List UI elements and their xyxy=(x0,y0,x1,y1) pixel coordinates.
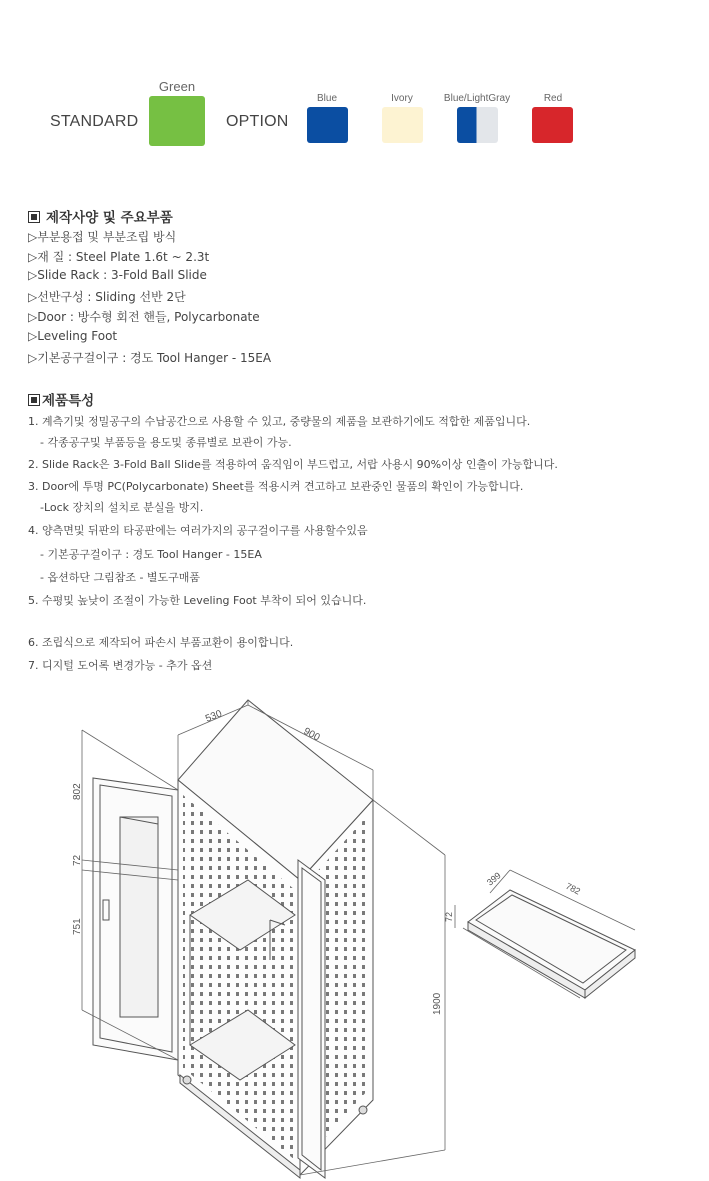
dim-height-label: 1900 xyxy=(432,992,443,1015)
spec-line: ▷Door : 방수형 회전 핸들, Polycarbonate xyxy=(28,310,260,324)
option-color-name-ivory: Ivory xyxy=(391,93,413,104)
specs-title: 제작사양 및 주요부품 xyxy=(28,206,173,226)
dim-door-lower-label: 751 xyxy=(72,918,83,935)
blue-lightgray-swatch[interactable] xyxy=(457,107,498,143)
square-bullet-icon xyxy=(28,211,40,223)
feature-line: 7. 디지털 도어록 변경가능 - 추가 옵션 xyxy=(28,659,213,672)
standard-color-name: Green xyxy=(158,79,196,94)
square-bullet-icon xyxy=(28,394,40,406)
feature-line: - 옵션하단 그림참조 - 별도구매품 xyxy=(40,571,201,584)
standard-label: STANDARD xyxy=(50,113,139,130)
dim-depth-label: 530 xyxy=(204,708,224,725)
ivory-swatch[interactable] xyxy=(382,107,423,143)
spec-line: ▷재 질 : Steel Plate 1.6t ~ 2.3t xyxy=(28,250,210,264)
shelf-depth-label: 399 xyxy=(484,870,503,888)
right-door xyxy=(298,860,325,1178)
cabinet-technical-drawing xyxy=(0,680,709,1181)
option-color-name-blue: Blue xyxy=(316,93,337,104)
spec-line: ▷Leveling Foot xyxy=(28,329,118,343)
left-door xyxy=(93,778,178,1060)
cabinet-body xyxy=(178,700,373,1178)
feature-line: - 각종공구및 부품등을 용도및 종류별로 보관이 가능. xyxy=(40,436,292,449)
dim-door-upper-label: 802 xyxy=(72,783,83,800)
option-color-name-blue-lightgray: Blue/LightGray xyxy=(443,93,511,104)
spec-line: ▷기본공구걸이구 : 경도 Tool Hanger - 15EA xyxy=(28,351,272,365)
feature-line: 3. Door에 투명 PC(Polycarbonate) Sheet를 적용시켜 견고하고 보관중인 물품의 확인이 가능합니다. xyxy=(28,480,524,493)
spec-line: ▷Slide Rack : 3-Fold Ball Slide xyxy=(28,268,207,282)
feature-line: 2. Slide Rack은 3-Fold Ball Slide를 적용하여 움직임이 부드럽고, 서랍 사용시 90%이상 인출이 가능합니다. xyxy=(28,458,558,471)
feature-line: 4. 양측면및 뒤판의 타공판에는 여러가지의 공구걸이구를 사용할수있음 xyxy=(28,524,368,537)
features-title: 제품특성 xyxy=(28,389,94,409)
option-color-name-red: Red xyxy=(543,93,563,104)
red-swatch[interactable] xyxy=(532,107,573,143)
spec-line: ▷선반구성 : Sliding 선반 2단 xyxy=(28,290,186,304)
feature-line: 5. 수평및 높낮이 조절이 가능한 Leveling Foot 부착이 되어 있습니다. xyxy=(28,594,367,607)
feature-line: -Lock 장치의 설치로 분실을 방지. xyxy=(40,501,204,514)
blue-swatch[interactable] xyxy=(307,107,348,143)
feature-line: - 기본공구걸이구 : 경도 Tool Hanger - 15EA xyxy=(40,548,262,561)
spec-line: ▷부분용접 및 부분조립 방식 xyxy=(28,230,177,244)
dim-door-gap-label: 72 xyxy=(72,854,83,866)
feature-line: 1. 계측기및 정밀공구의 수납공간으로 사용할 수 있고, 중량물의 제품을 보관하기에도 적합한 제품입니다. xyxy=(28,415,531,428)
shelf-height-label: 72 xyxy=(444,911,454,922)
feature-line: 6. 조립식으로 제작되어 파손시 부품교환이 용이합니다. xyxy=(28,636,294,649)
green-swatch[interactable] xyxy=(149,96,205,146)
option-label: OPTION xyxy=(226,113,289,130)
sliding-shelf-drawing xyxy=(444,870,635,998)
shelf-width-label: 782 xyxy=(564,880,583,897)
dim-width-label: 900 xyxy=(301,725,322,744)
